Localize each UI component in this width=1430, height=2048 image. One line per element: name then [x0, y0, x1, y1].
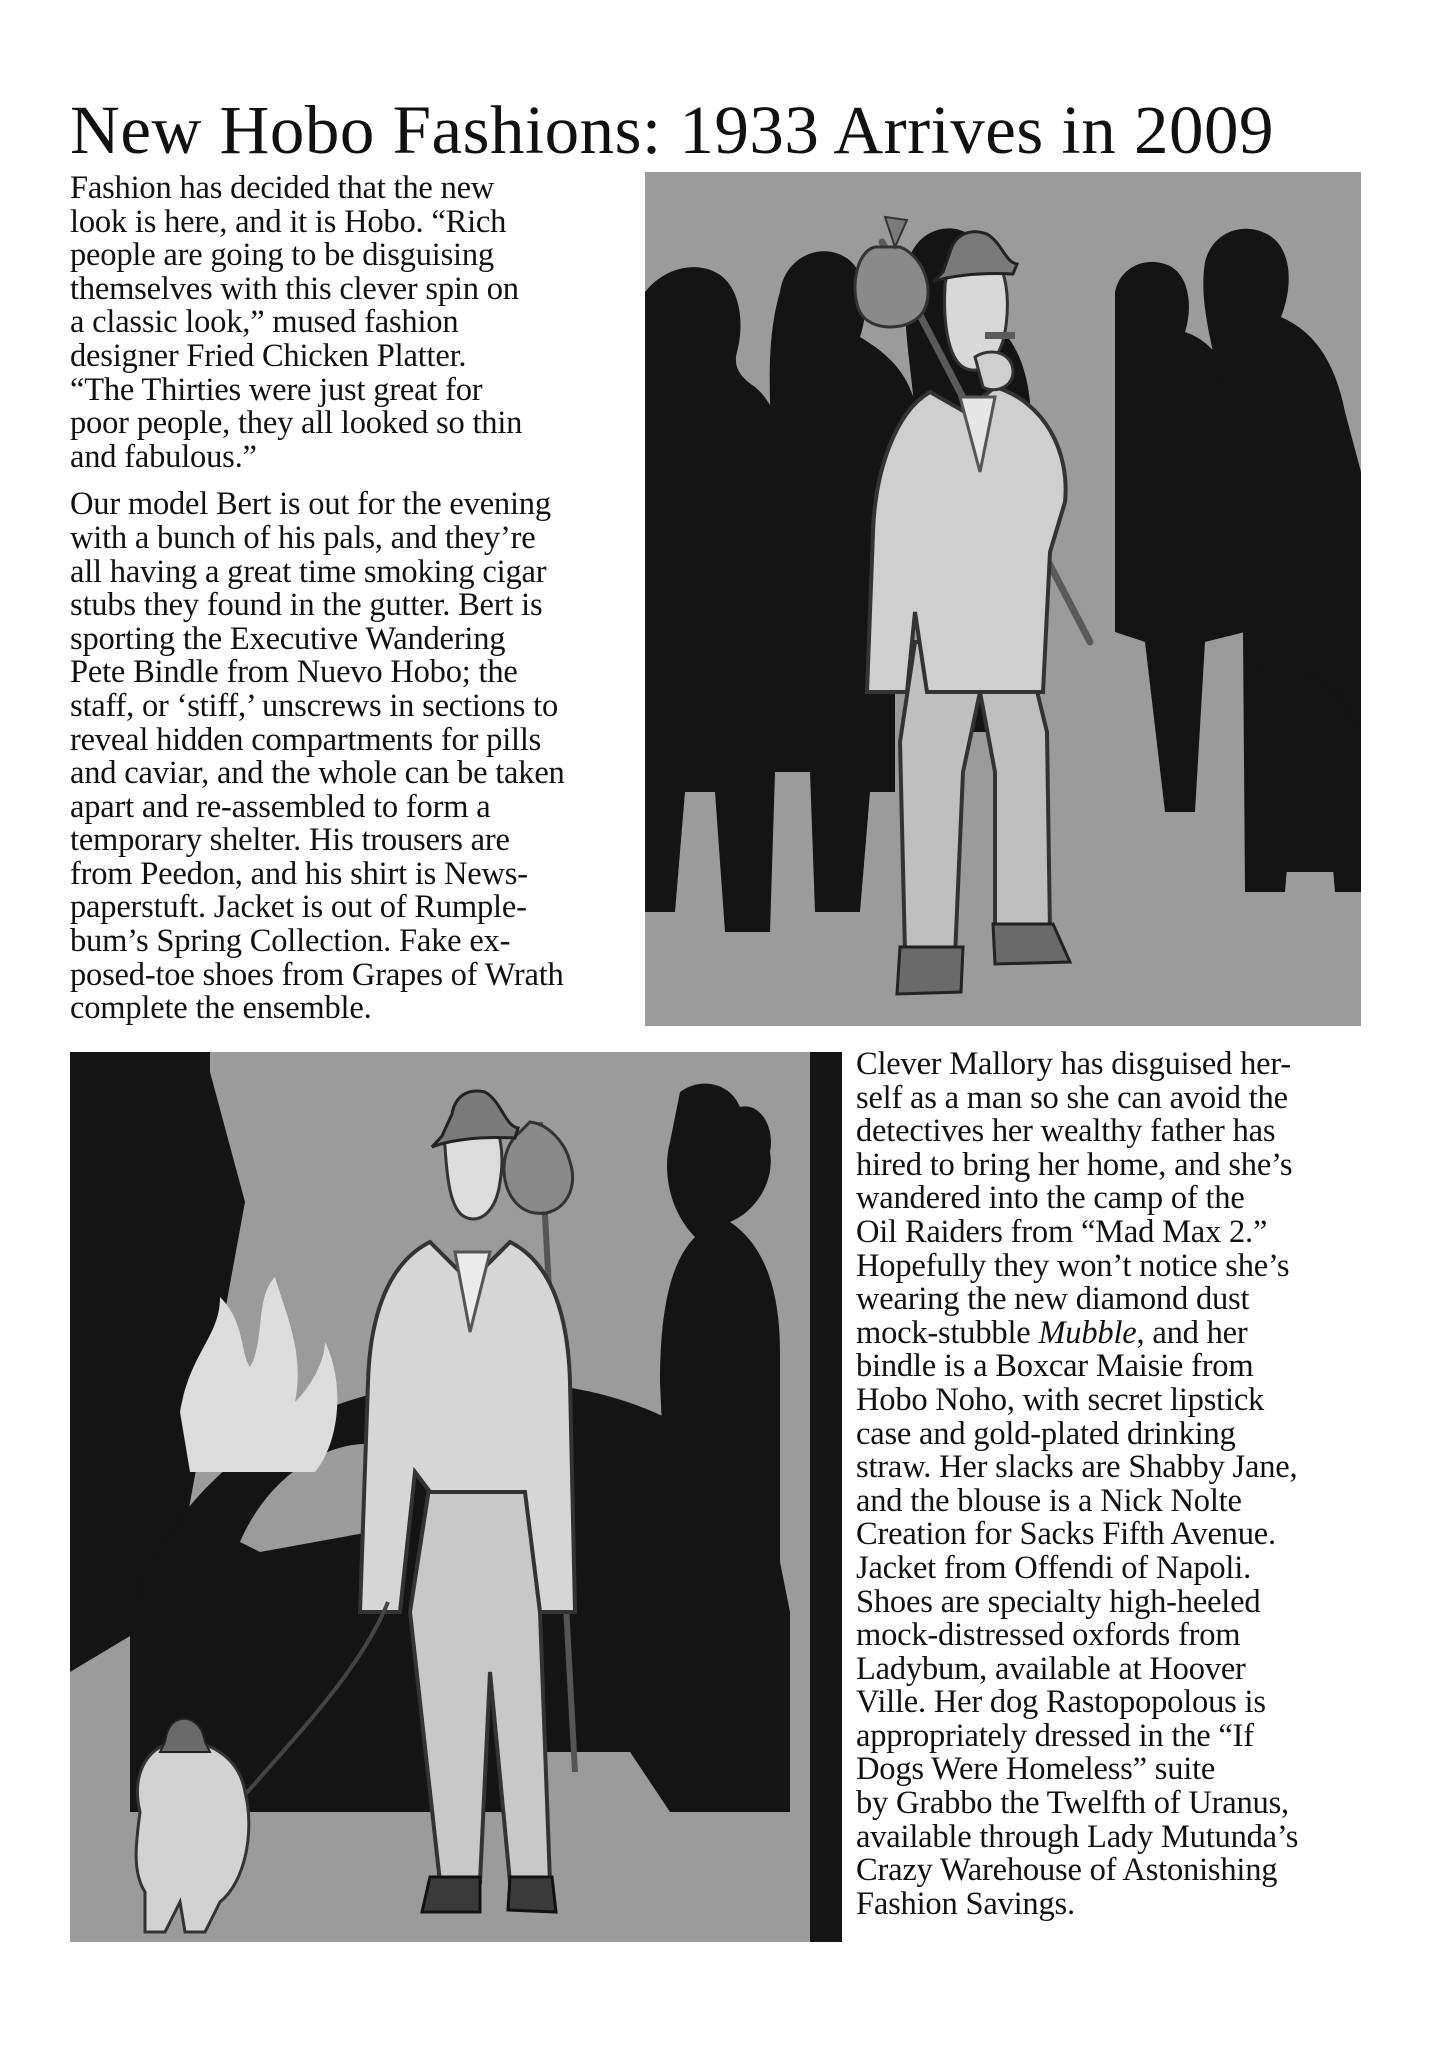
text-line: people are going to be disguising — [70, 237, 494, 274]
text-line: Hopefully they won’t notice she’s — [856, 1247, 1290, 1284]
hand-with-cigar — [975, 352, 1013, 390]
text-line: poor people, they all looked so thin — [70, 405, 523, 442]
left-shoe — [897, 947, 963, 994]
text-line: Jacket from Offendi of Napoli. — [856, 1549, 1252, 1586]
text-line: hired to bring her home, and she’s — [856, 1146, 1293, 1183]
text-line: Oil Raiders from “Mad Max 2.” — [856, 1213, 1268, 1250]
text-line: from Peedon, and his shirt is News- — [70, 855, 528, 892]
text-line: and caviar, and the whole can be taken — [70, 755, 565, 792]
text-line: Our model Bert is out for the evening — [70, 486, 551, 523]
text-line: posed-toe shoes from Grapes of Wrath — [70, 956, 564, 993]
text-line: bindle is a Boxcar Maisie from — [856, 1348, 1254, 1385]
article-column-left — [70, 172, 650, 1040]
text-line: Dogs Were Homeless” suite — [856, 1751, 1216, 1788]
text-line: look is here, and it is Hobo. “Rich — [70, 203, 507, 240]
text-line: and the blouse is a Nick Nolte — [856, 1482, 1242, 1519]
text-line: Crazy Warehouse of Astonishing — [856, 1852, 1278, 1889]
text-line: detectives her wealthy father has — [856, 1113, 1276, 1150]
text-line: Ville. Her dog Rastopopolous is — [856, 1684, 1266, 1721]
text-line: themselves with this clever spin on — [70, 270, 519, 307]
text-line: temporary shelter. His trousers are — [70, 822, 510, 859]
shadow-figure — [660, 1084, 780, 1612]
article-column-right — [856, 1048, 1386, 1935]
text-line: wearing the new diamond dust — [856, 1281, 1250, 1318]
mallory-illustration-svg — [70, 1052, 842, 1942]
text-line: Pete Bindle from Nuevo Hobo; the — [70, 654, 518, 691]
text-line: Shoes are specialty high-heeled — [856, 1583, 1261, 1620]
text-line: with a bunch of his pals, and they’re — [70, 519, 536, 556]
text-line: paperstuft. Jacket is out of Rumple- — [70, 889, 527, 926]
text-line: Clever Mallory has disguised her- — [856, 1046, 1292, 1082]
text-line: sporting the Executive Wandering — [70, 620, 506, 657]
door-frame — [810, 1052, 842, 1942]
text-line: a classic look,” mused fashion — [70, 304, 459, 341]
product-name-mubble: Mubble — [1038, 1314, 1137, 1351]
text-line: “The Thirties were just great for — [70, 371, 483, 408]
text-line: apart and re-assembled to form a — [70, 788, 491, 825]
text-line: Fashion Savings. — [856, 1885, 1075, 1922]
text-line: bum’s Spring Collection. Fake ex- — [70, 923, 511, 960]
text-line: Hobo Noho, with secret lipstick — [856, 1381, 1265, 1418]
text-fragment: mock-stubble — [856, 1314, 1039, 1351]
text-line: Fashion has decided that the new — [70, 170, 495, 206]
text-line: staff, or ‘stiff,’ unscrews in sections to — [70, 687, 559, 724]
text-line: and fabulous.” — [70, 438, 257, 475]
illustration-mallory — [70, 1052, 842, 1942]
text-line: Creation for Sacks Fifth Avenue. — [856, 1516, 1276, 1553]
cigar-icon — [985, 332, 1015, 339]
mallory-paragraph — [856, 1048, 1386, 1921]
text-line: straw. Her slacks are Shabby Jane, — [856, 1449, 1298, 1486]
text-fragment: , and her — [1136, 1314, 1248, 1351]
text-line: case and gold-plated drinking — [856, 1415, 1236, 1452]
text-line: by Grabbo the Twelfth of Uranus, — [856, 1785, 1289, 1822]
text-line: stubs they found in the gutter. Bert is — [70, 587, 543, 624]
text-line: Ladybum, available at Hoover — [856, 1650, 1246, 1687]
text-line: all having a great time smoking cigar — [70, 553, 547, 590]
illustration-bert — [645, 172, 1361, 1026]
text-line — [856, 1314, 1386, 1351]
bindle-bag — [855, 247, 928, 327]
text-line: complete the ensemble. — [70, 990, 372, 1027]
text-line: reveal hidden compartments for pills — [70, 721, 542, 758]
bert-illustration-svg — [645, 172, 1361, 1026]
text-line: designer Fried Chicken Platter. — [70, 337, 467, 374]
intro-paragraph — [70, 172, 650, 474]
text-line: appropriately dressed in the “If — [856, 1717, 1254, 1754]
text-line: available through Lady Mutunda’s — [856, 1818, 1299, 1855]
text-line: wandered into the camp of the — [856, 1180, 1245, 1217]
right-shoe — [508, 1877, 556, 1912]
text-line: mock-distressed oxfords from — [856, 1617, 1241, 1654]
article-title: New Hobo Fashions: 1933 Arrives in 2009 — [70, 92, 1274, 168]
bert-paragraph — [70, 488, 650, 1026]
text-line: self as a man so she can avoid the — [856, 1079, 1288, 1116]
jacket — [867, 387, 1066, 692]
left-shoe — [422, 1877, 480, 1912]
